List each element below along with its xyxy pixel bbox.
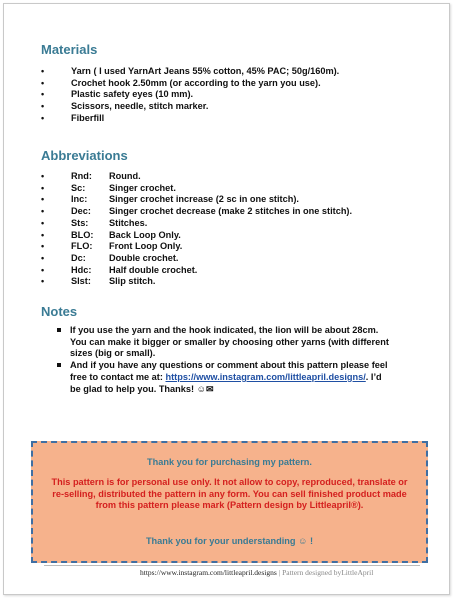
footer-separator: | <box>276 568 283 577</box>
copyright-text: This pattern is for personal use only. It not allow to copy, reproduced, translate or re-selling, distributed the pattern in any form. You can sell finished product made from this pattern please mark (Pattern design by Littleapril®). <box>51 477 408 511</box>
list-item: • Crochet hook 2.50mm (or according to the yarn you use). <box>38 78 339 90</box>
footer-credit: Pattern designed byLittleApril <box>282 568 374 577</box>
list-item <box>38 265 352 277</box>
abbr-key: Sts: <box>71 217 89 228</box>
abbr-value: Half double crochet. <box>109 264 198 275</box>
abbr-value: Slip stitch. <box>109 276 156 287</box>
footer-divider <box>44 565 420 566</box>
note-text: And if you have any questions or comment about this pattern please feel free to contact me at: <box>70 360 388 382</box>
list-item <box>38 183 352 195</box>
understanding-text: Thank you for your understanding ☺ ! <box>145 536 314 546</box>
abbr-value: Round. <box>109 171 141 181</box>
list-item <box>38 171 352 183</box>
abbr-key: Hdc: <box>71 264 92 275</box>
list-item: • Fiberfill <box>38 113 339 125</box>
list-item <box>38 194 352 206</box>
abbr-value: Double crochet. <box>109 252 179 263</box>
list-item: • Plastic safety eyes (10 mm). <box>38 89 339 101</box>
thanks-text: Thank you for purchasing my pattern. <box>147 457 312 467</box>
materials-list <box>38 66 339 125</box>
abbr-value: Back Loop Only. <box>109 229 181 240</box>
materials-heading: Materials <box>41 42 98 57</box>
notes-heading: Notes <box>41 304 78 319</box>
list-item <box>38 253 352 265</box>
instagram-link[interactable]: https://www.instagram.com/littleapril.designs/ <box>165 371 366 382</box>
list-item <box>38 276 352 288</box>
abbr-value: Singer crochet increase (2 sc in one stitch). <box>109 194 299 205</box>
abbr-value: Stitches. <box>109 217 148 228</box>
abbreviations-list <box>38 171 352 288</box>
list-item <box>38 218 352 230</box>
abbr-value: Singer crochet decrease (make 2 stitches in one stitch). <box>109 206 353 217</box>
abbr-value: Front Loop Only. <box>109 241 183 252</box>
list-item <box>38 241 352 253</box>
list-item: • Yarn ( I used YarnArt Jeans 55% cotton, 45% PAC; 50g/160m). <box>38 66 339 78</box>
copyright-notice-box <box>31 441 428 563</box>
list-item <box>38 206 352 218</box>
list-item <box>38 230 352 242</box>
abbr-key: Slst: <box>71 276 91 287</box>
list-item: If you use the yarn and the hook indicated, the lion will be about 28cm. You can make it bigger or smaller by choosing other yarns (with different sizes (big or small). <box>54 325 394 360</box>
list-item: • Scissors, needle, stitch marker. <box>38 101 339 113</box>
abbr-key: Sc: <box>71 182 86 193</box>
abbr-key: Dc: <box>71 252 86 263</box>
abbr-key: Dec: <box>71 206 91 217</box>
notes-list <box>54 325 394 395</box>
abbr-key: BLO: <box>71 229 94 240</box>
abbr-value: Singer crochet. <box>109 182 176 193</box>
abbr-key: Rnd: <box>71 171 92 181</box>
note-text: . I’d be glad to help you. Thanks! ☺✉ <box>70 371 382 394</box>
abbr-key: Inc: <box>71 194 88 205</box>
abbreviations-heading: Abbreviations <box>41 148 128 163</box>
footer <box>140 568 373 577</box>
list-item <box>54 360 394 395</box>
abbr-key: FLO: <box>71 241 93 252</box>
footer-url[interactable]: https://www.instagram.com/littleapril.designs <box>140 568 277 577</box>
